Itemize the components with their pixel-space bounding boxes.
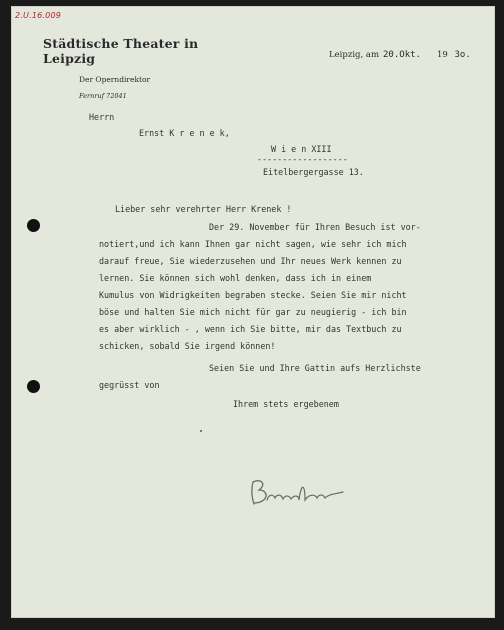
pencil-mark [200, 430, 202, 432]
punch-hole [27, 380, 40, 393]
signature-drawing [247, 472, 347, 512]
body-line: es aber wirklich - , wenn ich Sie bitte, mir das Textbuch zu [99, 324, 402, 334]
address-city: W i e n XIII [271, 144, 332, 154]
body-line: Der 29. November für Ihren Besuch ist vor- [209, 222, 421, 232]
date-day-month: 20.Okt. [383, 50, 421, 60]
letterhead [43, 36, 243, 100]
date-year-suffix: 3o. [454, 50, 471, 60]
body-line: darauf freue, Sie wiederzusehen und Ihr neues Werk kennen zu [99, 256, 402, 266]
signature [247, 472, 347, 516]
closing-line: Seien Sie und Ihre Gattin aufs Herzlichste [209, 363, 421, 373]
letterhead-subtitle: Der Operndirektor [79, 75, 151, 84]
punch-hole [27, 219, 40, 232]
closing-line: gegrüsst von [99, 380, 160, 390]
letter-paper [11, 6, 495, 618]
closing-line: Ihrem stets ergebenem [233, 399, 339, 409]
address-street: Eitelbergergasse 13. [263, 167, 364, 177]
body-line: lernen. Sie können sich wohl denken, dass ich in einem [99, 273, 372, 283]
letterhead-title: Städtische Theater in Leipzig [43, 36, 199, 66]
date-place: Leipzig, am [329, 50, 380, 60]
body-line: böse und halten Sie mich nicht für gar zu neugierig - ich bin [99, 307, 407, 317]
dateline [329, 50, 471, 60]
body-line: Kumulus von Widrigkeiten begraben stecke. Seien Sie mir nicht [99, 290, 407, 300]
address-name: Ernst K r e n e k, [139, 128, 230, 138]
address-salutation: Herrn [89, 112, 115, 122]
body-line: schicken, sobald Sie irgend können! [99, 341, 276, 351]
archive-mark: 2.U.16.009 [15, 11, 62, 20]
body-line: notiert,und ich kann Ihnen gar nicht sagen, wie sehr ich mich [99, 239, 407, 249]
greeting: Lieber sehr verehrter Herr Krenek ! [115, 204, 292, 214]
address-underline: ------------------ [257, 154, 348, 164]
letterhead-phone: Fernruf 72041 [79, 92, 127, 100]
date-year-prefix: 19 [436, 50, 448, 60]
